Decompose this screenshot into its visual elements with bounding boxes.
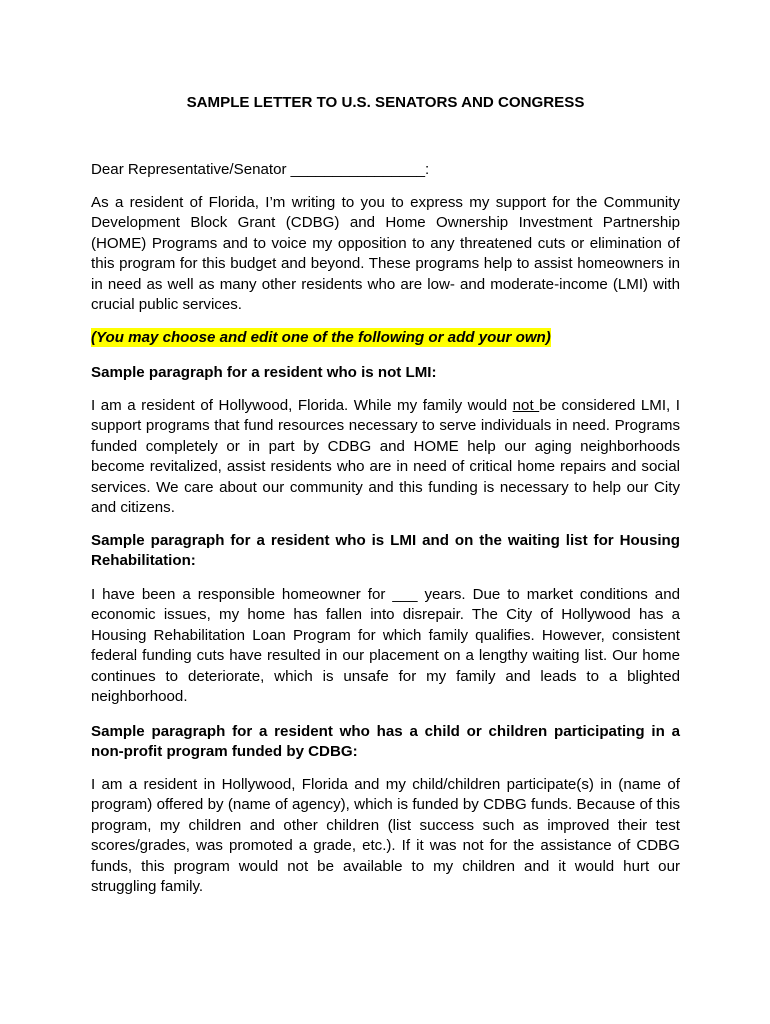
sample-body-not-lmi — [91, 396, 680, 520]
sample-heading-not-lmi: Sample paragraph for a resident who is not LMI: — [91, 363, 437, 381]
sample-body-waiting-list: I have been a responsible homeowner for ___ years. Due to market conditions and economic issues, my home has fallen into disrepair. The City of Hollywood has a Housing Rehabilitation Loan Program for which family qualifies. However, consistent federal funding cuts have resulted in our placement on a lengthy waiting list. Our home continues to deteriorate, which is unsafe for my family and leads to a blighted neighborhood. — [91, 585, 680, 706]
body-text-start: I am a resident of Hollywood, Florida. While my family would — [91, 396, 513, 414]
body-text-end: be considered LMI, I support programs that fund resources necessary to serve individuals in need. Programs funded completely or in part by CDBG and HOME help our aging neighborhoods become revitalized, assist residents who are in need of critical home repairs and social services. We care about our community and this funding is necessary to help our City and citizens. — [91, 396, 680, 517]
sample-heading-child-program: Sample paragraph for a resident who has a child or children participating in a non-profit program funded by CDBG: — [91, 722, 680, 761]
opening-paragraph: As a resident of Florida, I’m writing to you to express my support for the Community Development Block Grant (CDBG) and Home Ownership Investment Partnership (HOME) Programs and to voice my opposition to any threatened cuts or elimination of this program for this budget and beyond. These programs help to assist homeowners in in need as well as many other residents who are low- and moderate-income (LMI) with crucial public services. — [91, 193, 680, 314]
instruction-note — [91, 328, 680, 349]
instruction-highlight: (You may choose and edit one of the following or add your own) — [91, 328, 551, 346]
sample-heading-waiting-list: Sample paragraph for a resident who is LMI and on the waiting list for Housing Rehabilitation: — [91, 531, 680, 570]
underlined-word-not: not — [512, 396, 540, 414]
salutation: Dear Representative/Senator ________________: — [91, 160, 430, 178]
letter-title: SAMPLE LETTER TO U.S. SENATORS AND CONGRESS — [186, 93, 585, 111]
sample-body-child-program: I am a resident in Hollywood, Florida and my child/children participate(s) in (name of program) offered by (name of agency), which is funded by CDBG funds. Because of this program, my children and other children (list success such as improved their test scores/grades, was promoted a grade, etc.). If it was not for the assistance of CDBG funds, this program would not be available to my children and it would hurt our struggling family. — [91, 775, 680, 896]
